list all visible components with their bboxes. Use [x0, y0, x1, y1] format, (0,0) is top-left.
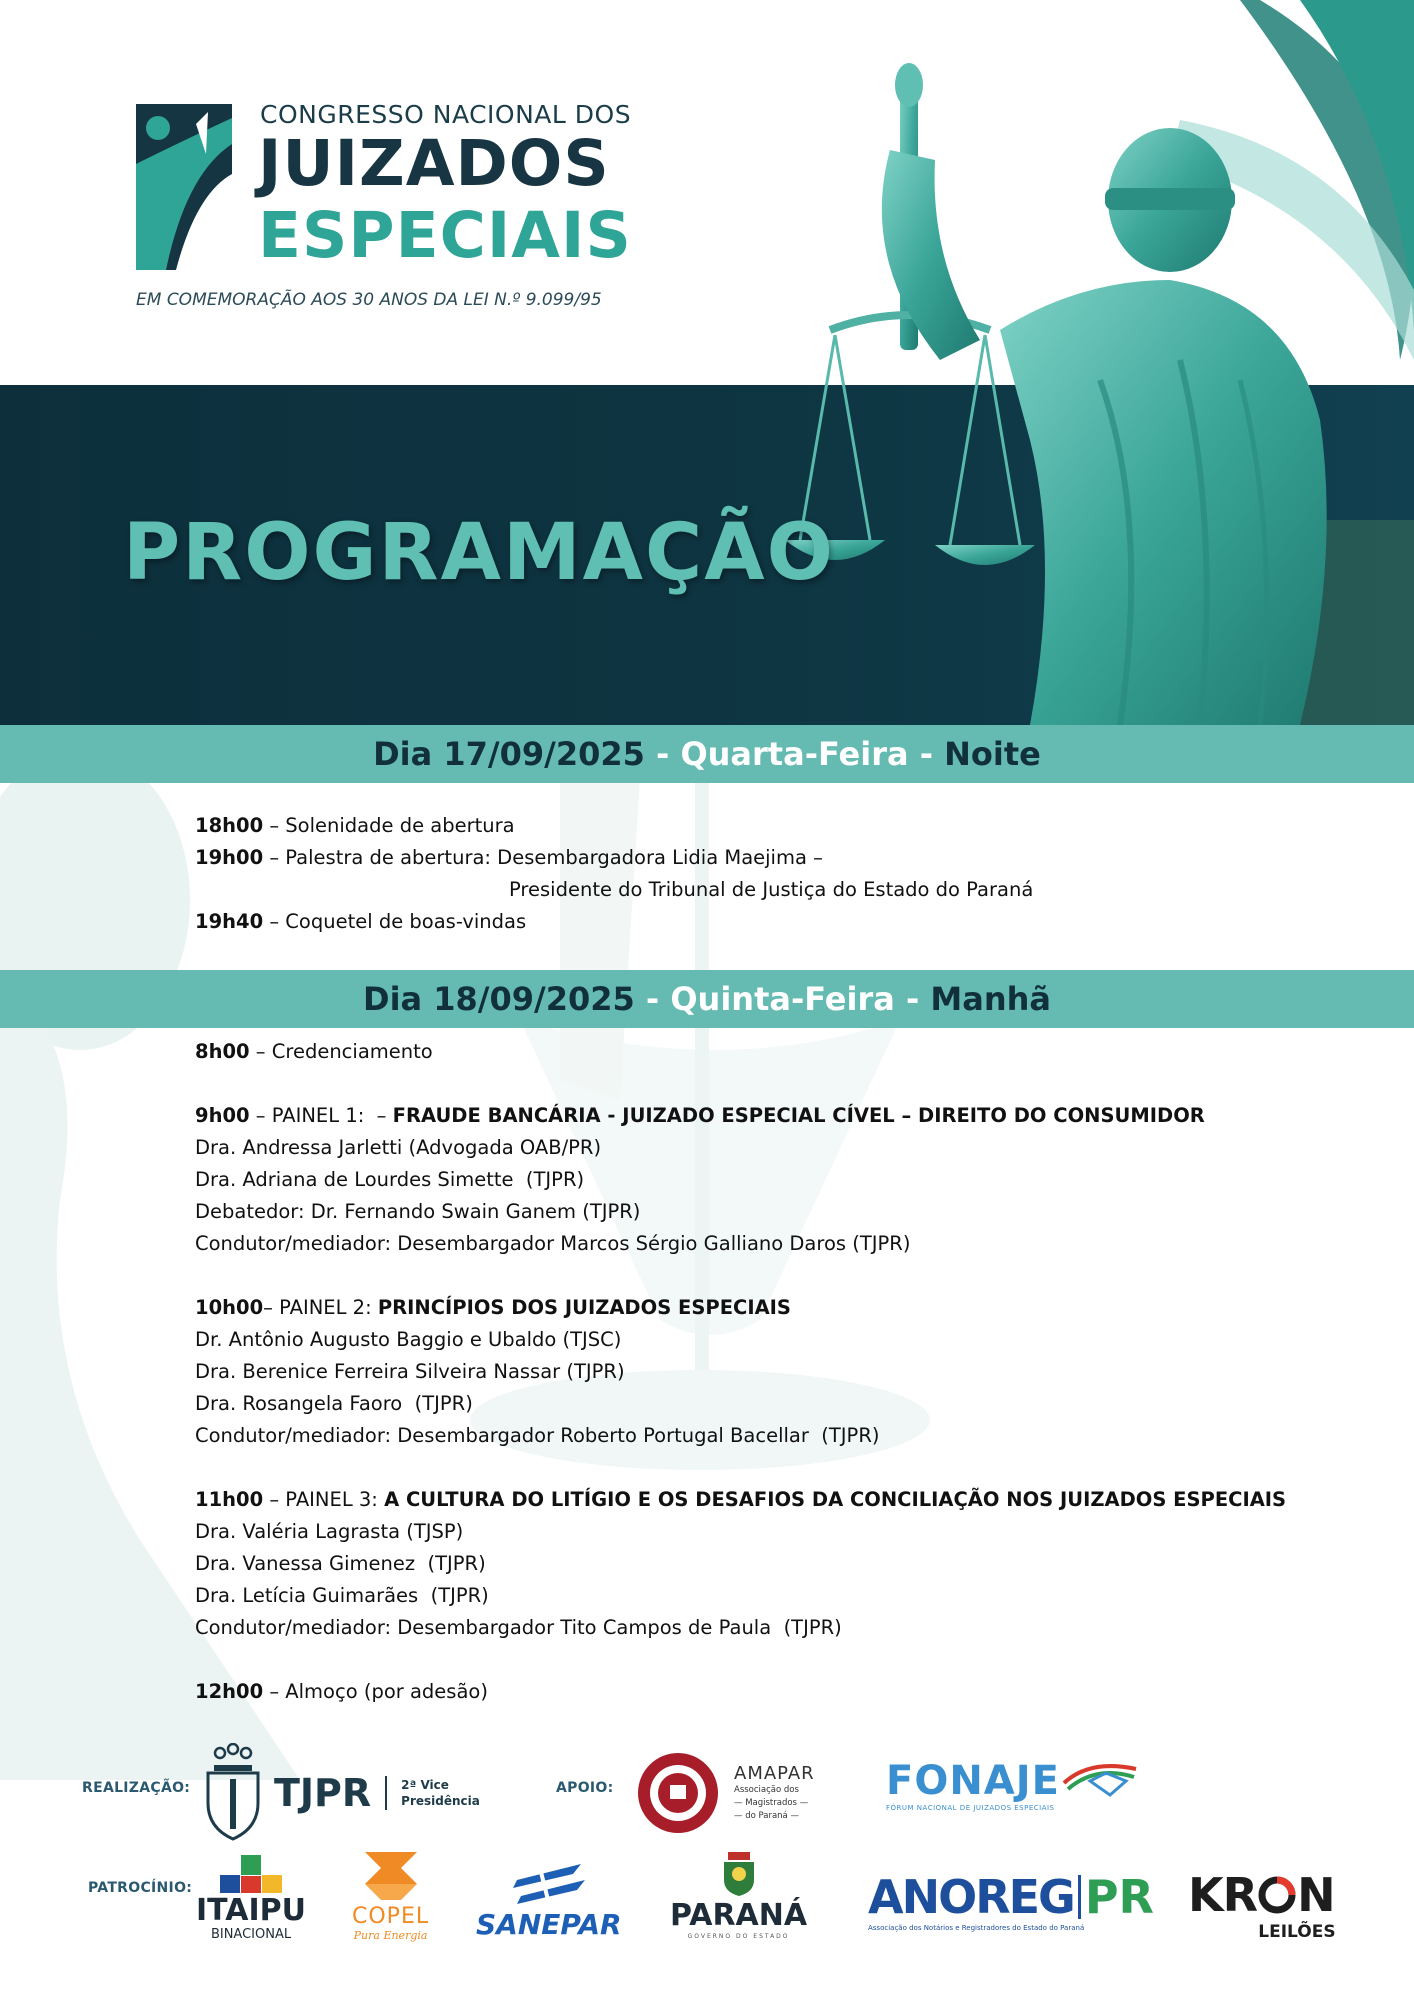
copel-text: COPEL [352, 1904, 430, 1929]
itaipu-sub: BINACIONAL [210, 1927, 292, 1942]
panel-speaker: Dra. Rosangela Faoro (TJPR) [195, 1392, 473, 1415]
day1-separator: - [644, 735, 681, 773]
anoreg-sub: Associação dos Notários e Registradores do Estado do Paraná [868, 1924, 1085, 1932]
panel-title: FRAUDE BANCÁRIA - JUIZADO ESPECIAL CÍVEL – DIREITO DO CONSUMIDOR [392, 1104, 1205, 1127]
schedule-time: 8h00 [195, 1040, 250, 1063]
schedule-time: 19h40 [195, 910, 264, 933]
schedule-time: 9h00 [195, 1104, 250, 1127]
panel-mediator: Condutor/mediador: Desembargador Tito Campos de Paula (TJPR) [195, 1616, 842, 1639]
panel-label: – PAINEL 1: – [249, 1104, 393, 1127]
logo-line-especiais: ESPECIAIS [258, 199, 632, 272]
day2-header-bar [0, 970, 1414, 1028]
fonaje-text: FONAJE [886, 1758, 1060, 1804]
day1-period: Noite [944, 735, 1041, 773]
parana-text: PARANÁ [670, 1898, 808, 1933]
schedule-time: 11h00 [195, 1488, 264, 1511]
copel-logo [352, 1848, 429, 1970]
tjpr-text: TJPR [274, 1770, 372, 1815]
schedule-item [195, 810, 1033, 842]
logo-line-congresso: CONGRESSO NACIONAL DOS [260, 100, 632, 129]
schedule-time: 18h00 [195, 814, 264, 837]
amapar-text: AMAPAR [734, 1762, 815, 1784]
sanepar-emblem-icon [509, 1860, 589, 1908]
tjpr-emblem-icon [202, 1743, 264, 1843]
amapar-seal-icon [636, 1751, 720, 1835]
anoreg-logo [868, 1870, 1154, 1950]
panel-speaker: Dra. Letícia Guimarães (TJPR) [195, 1584, 489, 1607]
tjpr-sub-presidencia: Presidência [401, 1793, 480, 1808]
parana-coat-of-arms-icon [714, 1848, 764, 1898]
fonaje-sub: FÓRUM NACIONAL DE JUIZADOS ESPECIAIS [886, 1804, 1055, 1812]
panel-mediator: Condutor/mediador: Desembargador Roberto Portugal Bacellar (TJPR) [195, 1424, 880, 1447]
panel-speaker: Dr. Antônio Augusto Baggio e Ubaldo (TJSC) [195, 1328, 622, 1351]
day2-schedule [195, 1036, 1286, 1708]
handshake-icon [1060, 1759, 1140, 1803]
itaipu-emblem-icon [220, 1855, 282, 1895]
schedule-item [195, 1676, 1286, 1708]
kron-o-icon [1257, 1875, 1297, 1915]
day2-separator: - [894, 980, 931, 1018]
kron-logo [1188, 1868, 1336, 1948]
parana-sub: GOVERNO DO ESTADO [687, 1933, 790, 1940]
anoreg-pr-text: PR [1084, 1870, 1154, 1924]
sanepar-text: SANEPAR [476, 1908, 622, 1941]
patrocinio-label: PATROCÍNIO: [88, 1880, 193, 1896]
congress-emblem-icon [136, 104, 232, 270]
sponsors-footer [0, 1730, 1414, 2000]
schedule-time: 10h00 [195, 1296, 264, 1319]
kron-text: KR [1188, 1868, 1258, 1922]
schedule-text: – Credenciamento [249, 1040, 433, 1063]
tjpr-logo [202, 1740, 480, 1845]
anoreg-text: ANOREG [868, 1870, 1074, 1924]
schedule-item [195, 842, 1033, 874]
schedule-time: 12h00 [195, 1680, 264, 1703]
panel-speaker: Dra. Vanessa Gimenez (TJPR) [195, 1552, 486, 1575]
congress-logo [136, 96, 656, 326]
logo-line-juizados: JUIZADOS [258, 127, 610, 200]
schedule-continuation: Presidente do Tribunal de Justiça do Estado do Paraná [509, 878, 1034, 901]
lady-justice-statue-illustration [700, 0, 1414, 725]
panel-speaker: Dra. Andressa Jarletti (Advogada OAB/PR) [195, 1136, 602, 1159]
realizacao-label: REALIZAÇÃO: [82, 1780, 191, 1796]
panel-mediator: Condutor/mediador: Desembargador Marcos Sérgio Galliano Daros (TJPR) [195, 1232, 911, 1255]
day1-date: Dia 17/09/2025 [373, 735, 645, 773]
day2-separator: - [634, 980, 671, 1018]
panel-title: PRINCÍPIOS DOS JUIZADOS ESPECIAIS [377, 1296, 791, 1319]
kron-sub: LEILÕES [1258, 1922, 1336, 1942]
schedule-item [195, 906, 1033, 938]
sanepar-logo [476, 1860, 622, 1960]
panel-speaker: Dra. Berenice Ferreira Silveira Nassar (TJPR) [195, 1360, 625, 1383]
parana-logo [670, 1848, 807, 1968]
panel-label: – PAINEL 2: [263, 1296, 378, 1319]
day2-period: Manhã [930, 980, 1051, 1018]
page-title: PROGRAMAÇÃO [123, 508, 835, 598]
schedule-item [195, 1036, 1286, 1068]
amapar-sub2: — Magistrados — [734, 1797, 809, 1808]
day2-date: Dia 18/09/2025 [363, 980, 635, 1018]
day1-weekday: Quarta-Feira [680, 735, 909, 773]
fonaje-logo [886, 1758, 1140, 1828]
schedule-text: – Palestra de abertura: Desembargadora Lidia Maejima – [263, 846, 823, 869]
copel-emblem-icon [361, 1848, 421, 1904]
kron-text-n: N [1297, 1868, 1336, 1922]
amapar-logo [636, 1745, 815, 1840]
copel-sub: Pura Energia [353, 1929, 428, 1942]
panel-speaker: Dra. Valéria Lagrasta (TJSP) [195, 1520, 464, 1543]
panel-label: – PAINEL 3: [263, 1488, 385, 1511]
schedule-text: – Solenidade de abertura [263, 814, 515, 837]
panel-title: A CULTURA DO LITÍGIO E OS DESAFIOS DA CONCILIAÇÃO NOS JUIZADOS ESPECIAIS [384, 1488, 1287, 1511]
amapar-sub1: Associação dos [734, 1784, 799, 1795]
day1-separator: - [908, 735, 945, 773]
schedule-time: 19h00 [195, 846, 264, 869]
day1-header-bar [0, 725, 1414, 783]
logo-subtitle: EM COMEMORAÇÃO AOS 30 ANOS DA LEI N.º 9.099/95 [136, 290, 602, 310]
panel2-heading [195, 1292, 1286, 1324]
itaipu-text: ITAIPU [196, 1893, 307, 1928]
day1-schedule [195, 810, 1033, 938]
apoio-label: APOIO: [556, 1780, 614, 1796]
schedule-text: – Coquetel de boas-vindas [263, 910, 527, 933]
schedule-text: – Almoço (por adesão) [263, 1680, 488, 1703]
day2-weekday: Quinta-Feira [670, 980, 895, 1018]
amapar-sub3: — do Paraná — [734, 1810, 799, 1821]
tjpr-sub-vice: 2ª Vice [401, 1777, 449, 1792]
panel-speaker: Dra. Adriana de Lourdes Simette (TJPR) [195, 1168, 585, 1191]
panel3-heading [195, 1484, 1286, 1516]
panel-debater: Debatedor: Dr. Fernando Swain Ganem (TJPR) [195, 1200, 641, 1223]
itaipu-logo [196, 1855, 306, 1965]
panel1-heading [195, 1100, 1286, 1132]
